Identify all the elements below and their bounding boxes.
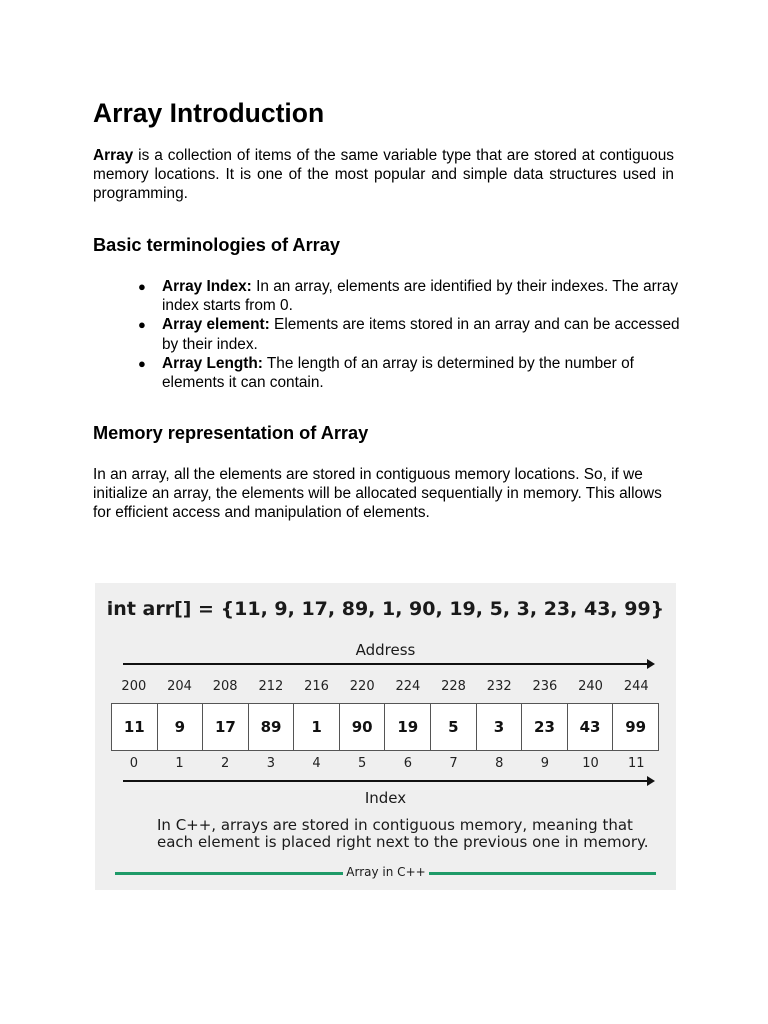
term-text: The length of an array is determined by the number of elements it can contain. <box>162 354 634 392</box>
address-cell: 220 <box>349 679 375 694</box>
value-cell: 89 <box>248 704 294 750</box>
index-cell: 2 <box>221 756 230 771</box>
array-figure <box>95 583 676 890</box>
address-cell: 232 <box>486 679 512 694</box>
address-cell: 208 <box>212 679 238 694</box>
address-row <box>111 679 659 694</box>
value-cell: 3 <box>476 704 522 750</box>
address-cell: 200 <box>121 679 147 694</box>
bullet-icon: ● <box>138 317 146 333</box>
intro-text: is a collection of items of the same variable type that are stored at contiguous memory locations. It is one of the most popular and simple data structures used in programming. <box>93 147 674 203</box>
index-cell: 7 <box>449 756 458 771</box>
index-cell: 11 <box>627 756 645 771</box>
term-label: Array Index: <box>162 278 252 295</box>
bullet-icon: ● <box>138 355 146 371</box>
list-item <box>136 354 681 392</box>
value-cell: 43 <box>567 704 613 750</box>
address-cell: 228 <box>441 679 466 694</box>
value-cell: 90 <box>339 704 385 750</box>
index-cell: 9 <box>540 756 550 771</box>
value-cell: 5 <box>430 704 476 750</box>
footer-line-left <box>115 872 343 875</box>
value-row <box>111 703 659 751</box>
bullet-icon: ● <box>138 279 146 294</box>
term-text: Elements are items stored in an array and can be accessed by their index. <box>162 316 680 353</box>
value-cell: 19 <box>384 704 430 750</box>
index-cell: 0 <box>129 756 138 771</box>
figure-caption: In C++, arrays are stored in contiguous memory, meaning that each element is placed right next to the previous one in memory. <box>157 816 649 851</box>
index-arrow-icon <box>123 780 651 782</box>
index-label: Index <box>364 789 407 807</box>
list-item <box>136 315 681 353</box>
index-cell: 8 <box>495 756 504 771</box>
address-cell: 244 <box>623 679 649 694</box>
index-cell: 1 <box>175 756 184 771</box>
array-declaration: int arr[] = {11, 9, 17, 89, 1, 90, 19, 5, 3, 23, 43, 99} <box>106 598 665 620</box>
figure-footer: Array in C++ <box>346 865 426 879</box>
memory-heading: Memory representation of Array <box>93 423 369 443</box>
memory-paragraph: In an array, all the elements are stored in contiguous memory locations. So, if we initialize an array, the elements will be allocated sequentially in memory. This allows for efficient access and manipulation of elements. <box>93 466 662 522</box>
index-cell: 10 <box>582 756 599 771</box>
index-cell: 3 <box>266 756 275 771</box>
address-cell: 240 <box>578 679 603 694</box>
index-cell: 4 <box>312 756 321 771</box>
index-cell: 6 <box>403 756 412 771</box>
term-label: Array element: <box>162 316 270 334</box>
page-title: Array Introduction <box>93 98 325 128</box>
index-cell: 5 <box>358 756 367 771</box>
terminology-list <box>136 277 681 392</box>
term-label: Array Length: <box>162 354 263 372</box>
address-cell: 204 <box>167 679 192 694</box>
footer-line-right <box>429 872 656 875</box>
terminology-heading: Basic terminologies of Array <box>93 235 340 255</box>
address-label: Address <box>355 641 416 659</box>
value-cell: 9 <box>157 704 203 750</box>
value-cell: 1 <box>293 704 339 750</box>
address-arrow-icon <box>123 663 651 665</box>
address-cell: 216 <box>304 679 329 694</box>
index-row <box>111 756 659 771</box>
term-text: In an array, elements are identified by their indexes. The array index starts from 0. <box>162 278 679 315</box>
address-cell: 224 <box>395 679 421 694</box>
value-cell: 11 <box>123 718 145 736</box>
intro-paragraph <box>93 146 674 204</box>
intro-term: Array <box>93 147 134 164</box>
address-cell: 236 <box>532 679 558 694</box>
value-cell: 23 <box>521 704 567 750</box>
value-cell: 99 <box>612 704 658 750</box>
list-item <box>136 277 681 315</box>
value-cell: 17 <box>202 704 248 750</box>
address-cell: 212 <box>258 679 284 694</box>
